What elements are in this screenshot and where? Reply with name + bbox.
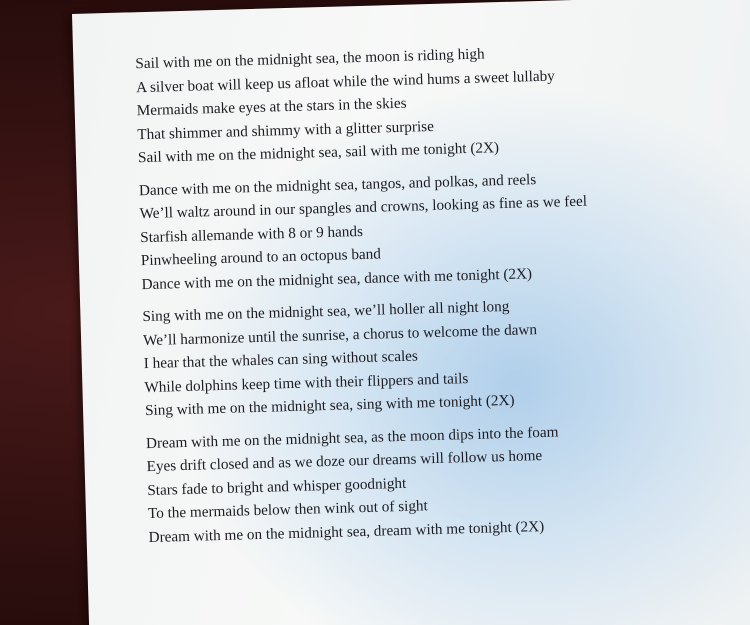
lyric-line: While dolphins keep time with their flippers and tails [144,369,469,396]
lyrics-sheet [72,0,750,625]
lyric-line: A silver boat will keep us afloat while the wind hums a sweet lullaby [135,67,555,96]
lyric-line: Sail with me on the midnight sea, sail with me tonight (2X) [137,139,500,167]
lyric-line: That shimmer and shimmy with a glitter surprise [137,117,435,143]
lyric-line: Dream with me on the midnight sea, dream with me tonight (2X) [148,517,545,546]
lyrics-body [135,35,750,558]
lyric-line: Stars fade to bright and whisper goodnight [147,474,407,499]
lyric-line: To the mermaids below then wink out of sight [147,497,428,523]
lyric-line: Starfish allemande with 8 or 9 hands [140,222,364,246]
lyric-line: Dance with me on the midnight sea, dance with me tonight (2X) [141,264,533,293]
verse-2 [139,161,750,296]
lyric-line: I hear that the whales can sing without scales [143,347,419,373]
verse-1 [135,35,750,170]
lyric-line: Eyes drift closed and as we doze our dreams will follow us home [146,447,543,476]
verse-4 [146,414,750,549]
verse-3 [142,288,750,423]
lyric-line: Pinwheeling around to an octopus band [140,245,382,270]
lyric-line: Sing with me on the midnight sea, we’ll holler all night long [142,297,510,326]
lyric-line: Sail with me on the midnight sea, the moon is riding high [135,45,485,73]
lyric-line: We’ll waltz around in our spangles and crowns, looking as fine as we feel [139,192,588,223]
lyric-line: Dance with me on the midnight sea, tangos, and polkas, and reels [138,170,537,199]
lyric-line: Sing with me on the midnight sea, sing with me tonight (2X) [144,391,515,420]
lyric-line: We’ll harmonize until the sunrise, a chorus to welcome the dawn [142,320,538,349]
lyric-line: Mermaids make eyes at the stars in the skies [136,94,407,120]
lyric-line: Dream with me on the midnight sea, as the moon dips into the foam [145,423,559,452]
